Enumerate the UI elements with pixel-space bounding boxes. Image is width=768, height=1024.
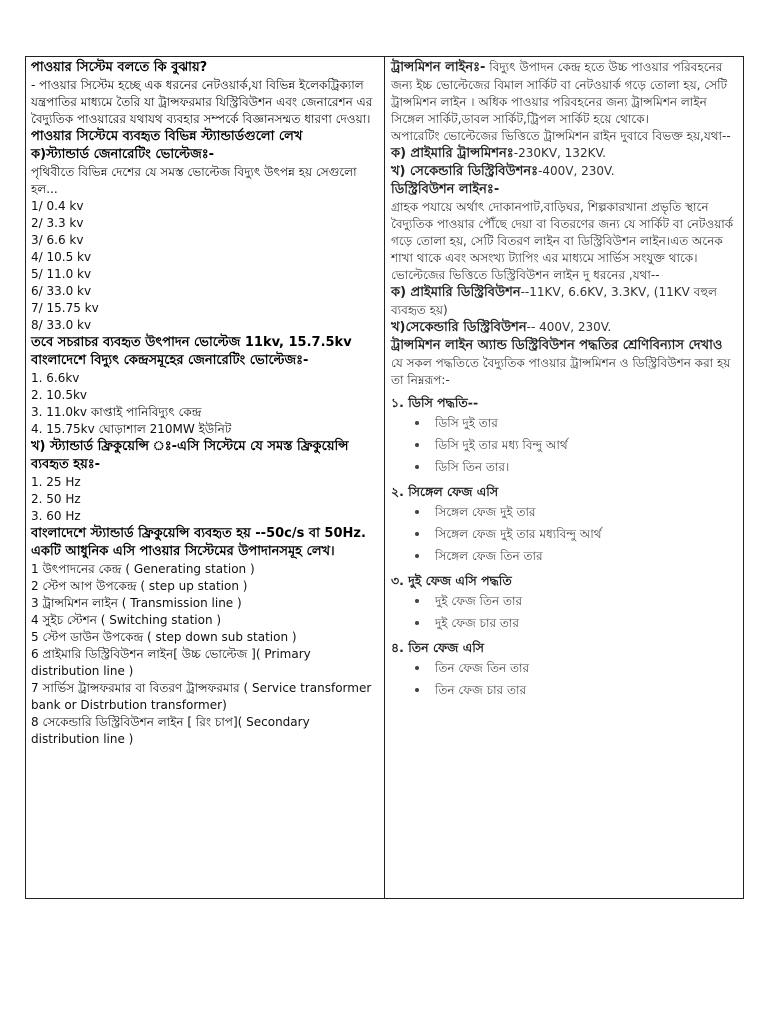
method-classification-intro: যে সকল পদ্ধতিতে বৈদ্যুতিক পাওয়ার ট্রান্সমিশন ও ডিস্ট্রিবিউশন করা হয় তা নিম্নরূপ:- <box>391 356 731 387</box>
bullet-icon <box>415 621 419 625</box>
standards-title: পাওয়ার সিস্টেমে ব্যবহৃত বিভিন্ন স্ট্যান্ডার্ডগুলো লেখ <box>31 129 303 144</box>
list-item: 8 সেকেন্ডারি ডিস্ট্রিবিউশন লাইন [ রিং চাপ]( Secondary distribution line ) <box>31 715 310 746</box>
list-item: 5 স্টেপ ডাউন উপকেন্দ্র ( step down sub station ) <box>31 630 297 644</box>
right-column <box>385 57 743 898</box>
primary-distribution-value: --11KV, 6.6KV, 3.3KV, (11KV বহুল ব্যবহৃত হয়) <box>391 285 717 317</box>
list-item: 5/ 11.0 kv <box>31 267 92 281</box>
list-item: 6 প্রাইমারি ডিস্ট্রিবিউশন লাইন[ উচ্চ ভোল্টেজ ]( Primary distribution line ) <box>31 647 311 678</box>
bullet-icon <box>415 688 419 692</box>
distribution-types-intro: ভোল্টেজের ভিত্তিতে ডিস্ট্রিবিউশন লাইন দু ধরনের ,যথা-- <box>391 268 660 282</box>
bullet-icon <box>415 510 419 514</box>
list-item: 3 ট্রান্সমিশন লাইন ( Transmission line ) <box>31 596 242 610</box>
secondary-distribution-transmission <box>391 163 739 181</box>
list-item: 3. 11.0kv কাপ্তাই পানিবিদ্যুৎ কেন্দ্র <box>31 405 202 419</box>
bangladesh-voltage-list <box>31 370 380 438</box>
bullet-icon <box>415 421 419 425</box>
primary-transmission-label: ক) প্রাইমারি ট্রান্সমিশনঃ <box>391 146 514 161</box>
secondary-distribution-label-2: খ)সেকেন্ডারি ডিস্ট্রিবিউশন <box>391 320 527 335</box>
frequency-list <box>31 474 380 525</box>
list-item: 4 সুইচ স্টেশন ( Switching station ) <box>31 613 222 627</box>
list-item: 3. 60 Hz <box>31 509 81 523</box>
secondary-distribution <box>391 319 739 337</box>
primary-transmission <box>391 145 739 163</box>
transmission-line-title: ট্রান্সমিশন লাইনঃ- <box>391 60 486 75</box>
voltage-list <box>31 198 380 334</box>
secondary-distribution-label: খ) সেকেন্ডারি ডিস্ট্রিবিউশনঃ <box>391 164 539 179</box>
notes-table <box>25 56 744 899</box>
list-item <box>415 412 739 434</box>
list-item-text: তিন ফেজ চার তার <box>435 683 527 697</box>
list-item: 2. 10.5kv <box>31 388 88 402</box>
secondary-distribution-value-2: -- 400V, 230V. <box>526 320 612 334</box>
frequency-title: খ) স্ট্যান্ডার্ড ফ্রিকুয়েন্সি ঃ-এসি সিস্টেমে যে সমস্ত ফ্রিকুয়েন্সি ব্যবহৃত হয়ঃ- <box>31 439 349 472</box>
list-item-text: দুই ফেজ চার তার <box>435 616 520 630</box>
list-item: 1/ 0.4 kv <box>31 199 84 213</box>
list-item: 4. 15.75kv ঘোড়াশাল 210MW ইউনিট <box>31 422 232 436</box>
list-item <box>415 590 739 612</box>
list-item <box>415 501 739 523</box>
transmission-line-definition <box>391 59 739 128</box>
bangladesh-voltage-title: বাংলাদেশে বিদ্যুৎ কেন্দ্রসমূহের জেনারেটিং ভোল্টেজঃ- <box>31 353 309 368</box>
common-voltage-line: তবে সচরাচর ব্যবহৃত উৎপাদন ভোল্টেজ 11kv, 15.7.5kv <box>31 335 352 350</box>
primary-distribution-label: ক) প্রাইমারি ডিস্ট্রিবিউশন <box>391 285 521 300</box>
list-item: 8/ 33.0 kv <box>31 318 92 332</box>
distribution-line-text: গ্রাহক পযায়ে অর্থাৎ দোকানপাট,বাড়িঘর, শিল্পকারখানা প্রভৃতি স্থানে বৈদ্যুতিক পাওয়ার পৌঁছে দেয়া বা বিতরণের জন্য যে সার্কিট বা নেটওয়ার্ক গড়ে তোলা হয়, সেটি বিতরণ লাইন বা ডিস্ট্রিবিউশন লাইন।এত অনেক শাখা থাকে এবং অসংখ্য ট্যাপিং এর মাধ্যমে সার্ভিস সংযুক্ত থাকে। <box>391 200 734 265</box>
secondary-distribution-value: -400V, 230V. <box>538 164 615 178</box>
dc-method-title: ১. ডিসি পদ্ধতি-- <box>391 395 479 410</box>
two-phase-list <box>391 590 739 634</box>
bullet-icon <box>415 666 419 670</box>
components-title: একটি আধুনিক এসি পাওয়ার সিস্টেমের উপাদানসমূহ লেখ। <box>31 544 335 559</box>
dc-method-list <box>391 412 739 478</box>
list-item: 6/ 33.0 kv <box>31 284 92 298</box>
list-item-text: দুই ফেজ তিন তার <box>435 594 523 608</box>
transmission-line-text: বিদ্যুৎ উপাদন কেন্দ্র হতে উচ্চ পাওয়ার পরিবহনের জন্য ইচ্চ ভোল্টেজের বিমাল সার্কিট বা নেটওয়ার্ক গড়ে তোলা হয়, সেটি ট্রান্সমিশন লাইন । অধিক পাওয়ার পরিবহনের জন্য ট্রান্সমিশন লাইন সিঙ্গেল সার্কিট,ডাবল সার্কিট,ট্রিপল সার্কিট হয়ে থোকে। <box>391 60 728 126</box>
three-phase-title: ৪. তিন ফেজ এসি <box>391 640 485 655</box>
list-item-text: তিন ফেজ তিন তার <box>435 661 530 675</box>
list-item: 3/ 6.6 kv <box>31 233 84 247</box>
bullet-icon <box>415 532 419 536</box>
three-phase-list <box>391 657 739 701</box>
question-power-system-title: পাওয়ার সিস্টেম বলতে কি বুঝায়? <box>31 60 208 75</box>
components-list <box>31 561 380 748</box>
list-item-text: সিঙ্গেল ফেজ দুই তার <box>435 505 536 519</box>
single-phase-list <box>391 501 739 567</box>
list-item: 1. 6.6kv <box>31 371 80 385</box>
list-item: 2 স্টেপ আপ উপকেন্দ্র ( step up station ) <box>31 579 248 593</box>
list-item-text: ডিসি দুই তার মধ্য বিন্দু আর্থ <box>435 438 568 452</box>
list-item <box>415 434 739 456</box>
transmission-types-intro: অপারেটিং ভোল্টেজের ভিত্তিতে ট্রান্সমিশন রাইন দুবাবে বিভক্ত হয়,যথা-- <box>391 129 731 143</box>
list-item: 2/ 3.3 kv <box>31 216 84 230</box>
list-item: 1 উৎপাদনের কেন্দ্র ( Generating station ) <box>31 562 255 576</box>
method-classification-title: ট্রান্সমিশন লাইন অ্যান্ড ডিস্ট্রিবিউশন পদ্ধতির শ্রেণিবিন্যাস দেখাও <box>391 338 723 353</box>
list-item: 1. 25 Hz <box>31 475 81 489</box>
primary-transmission-value: -230KV, 132KV. <box>513 146 606 160</box>
bangladesh-frequency: বাংলাদেশে স্ট্যান্ডার্ড ফ্রিকুয়েন্সি ব্যবহৃত হয় --50c/s বা 50Hz. <box>31 526 366 541</box>
generating-voltage-subtitle: ক)স্ট্যান্ডার্ড জেনারেটিং ভোল্টেজঃ- <box>31 147 215 162</box>
distribution-line-title: ডিস্ট্রিবিউশন লাইনঃ- <box>391 182 500 197</box>
bullet-icon <box>415 599 419 603</box>
generating-voltage-intro: পৃথিবীতে বিভিন্ন দেশের যে সমস্ত ভোল্টেজ বিদ্যুৎ উৎপন্ন হয় সেগুলো হল... <box>31 165 357 196</box>
bullet-icon <box>415 554 419 558</box>
bullet-icon <box>415 443 419 447</box>
list-item: 4/ 10.5 kv <box>31 250 92 264</box>
list-item: 2. 50 Hz <box>31 492 81 506</box>
list-item <box>415 679 739 701</box>
list-item: 7 সার্ভিস ট্রান্সফরমার বা বিতরণ ট্রান্সফরমার ( Service transformer bank or Distrbution transformer) <box>31 681 372 712</box>
two-phase-title: ৩. দুই ফেজ এসি পদ্ধতি <box>391 573 512 588</box>
list-item-text: সিঙ্গেল ফেজ তিন তার <box>435 549 543 563</box>
bullet-icon <box>415 465 419 469</box>
list-item <box>415 657 739 679</box>
single-phase-title: ২. সিঙ্গেল ফেজ এসি <box>391 484 499 499</box>
list-item: 7/ 15.75 kv <box>31 301 99 315</box>
left-column <box>26 57 385 898</box>
list-item <box>415 456 739 478</box>
list-item <box>415 545 739 567</box>
question-power-system-answer: - পাওয়ার সিস্টেম হচ্ছে এক ধরনের নেটওয়ার্ক,যা বিভিন্ন ইলেকট্রিক্যাল যন্ত্রপাতির মাধ্যমে তৈরি যা ট্রান্সফরমার যিস্ট্রিবিউশন এবং জেনারেশন এর বৈদ্যুতিক পাওয়ারের যথাযথ ব্যবহার সম্পর্কে বিজ্ঞানসম্মত ধারণা দেওয়া। <box>31 78 373 126</box>
primary-distribution <box>391 284 739 319</box>
list-item <box>415 523 739 545</box>
list-item <box>415 612 739 634</box>
list-item-text: ডিসি তিন তার। <box>435 460 510 474</box>
list-item-text: সিঙ্গেল ফেজ দুই তার মধ্যবিন্দু আর্থ <box>435 527 602 541</box>
list-item-text: ডিসি দুই তার <box>435 416 498 430</box>
